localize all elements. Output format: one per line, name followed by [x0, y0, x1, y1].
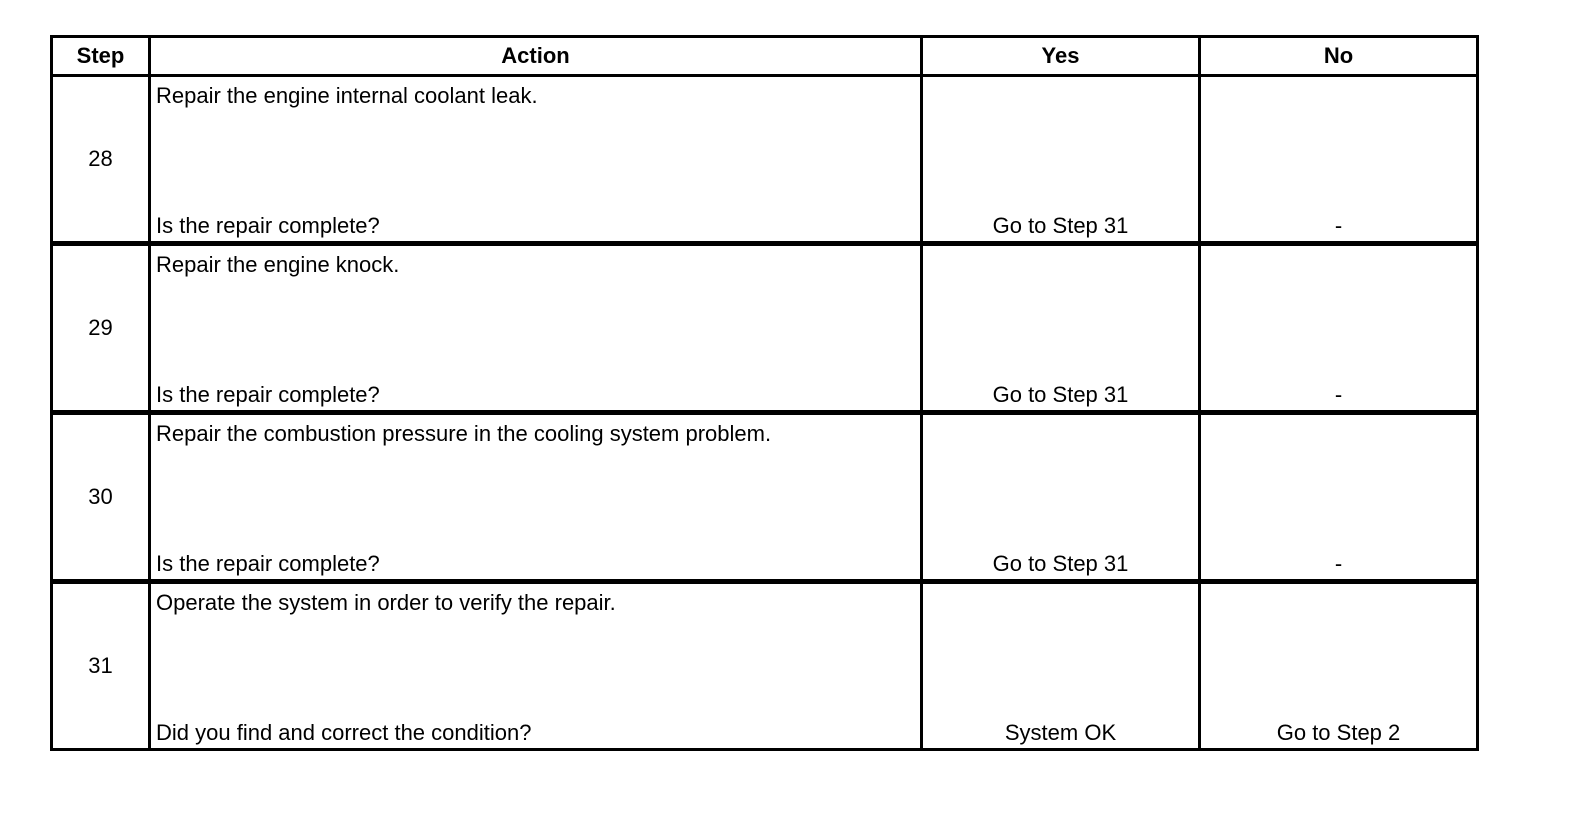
action-instruction: Repair the engine internal coolant leak.: [156, 83, 538, 108]
yes-result: [922, 582, 1200, 750]
diagnostic-table: [50, 35, 1479, 751]
table-row: [52, 76, 1478, 244]
action-cell: [150, 413, 922, 582]
action-cell: [150, 244, 922, 413]
step-number: 29: [52, 244, 150, 413]
no-result-text: -: [1334, 382, 1343, 407]
yes-result: [922, 244, 1200, 413]
table-row: [52, 244, 1478, 413]
no-result: [1200, 244, 1478, 413]
action-instruction: Repair the engine knock.: [156, 252, 400, 277]
action-cell: [150, 76, 922, 244]
no-result: [1200, 413, 1478, 582]
yes-result-text: System OK: [1004, 720, 1117, 745]
no-result-text: Go to Step 2: [1276, 720, 1401, 745]
action-question: Is the repair complete?: [156, 213, 380, 238]
no-result-text: -: [1334, 213, 1343, 238]
action-instruction: Operate the system in order to verify the repair.: [156, 590, 616, 615]
no-result: [1200, 76, 1478, 244]
header-no: No: [1200, 37, 1478, 76]
action-question: Did you find and correct the condition?: [156, 720, 532, 745]
header-yes: Yes: [922, 37, 1200, 76]
action-question: Is the repair complete?: [156, 551, 380, 576]
no-result-text: -: [1334, 551, 1343, 576]
no-result: [1200, 582, 1478, 750]
yes-result-text: Go to Step 31: [992, 382, 1129, 407]
header-step: Step: [52, 37, 150, 76]
yes-result: [922, 413, 1200, 582]
action-instruction: Repair the combustion pressure in the cooling system problem.: [156, 421, 772, 446]
yes-result-text: Go to Step 31: [992, 213, 1129, 238]
diagnostic-table-container: [50, 35, 1476, 751]
table-header-row: [52, 37, 1478, 76]
table-row: [52, 413, 1478, 582]
yes-result-text: Go to Step 31: [992, 551, 1129, 576]
action-cell: [150, 582, 922, 750]
table-row: [52, 582, 1478, 750]
action-question: Is the repair complete?: [156, 382, 380, 407]
step-number: 30: [52, 413, 150, 582]
step-number: 28: [52, 76, 150, 244]
yes-result: [922, 76, 1200, 244]
step-number: 31: [52, 582, 150, 750]
header-action: Action: [150, 37, 922, 76]
